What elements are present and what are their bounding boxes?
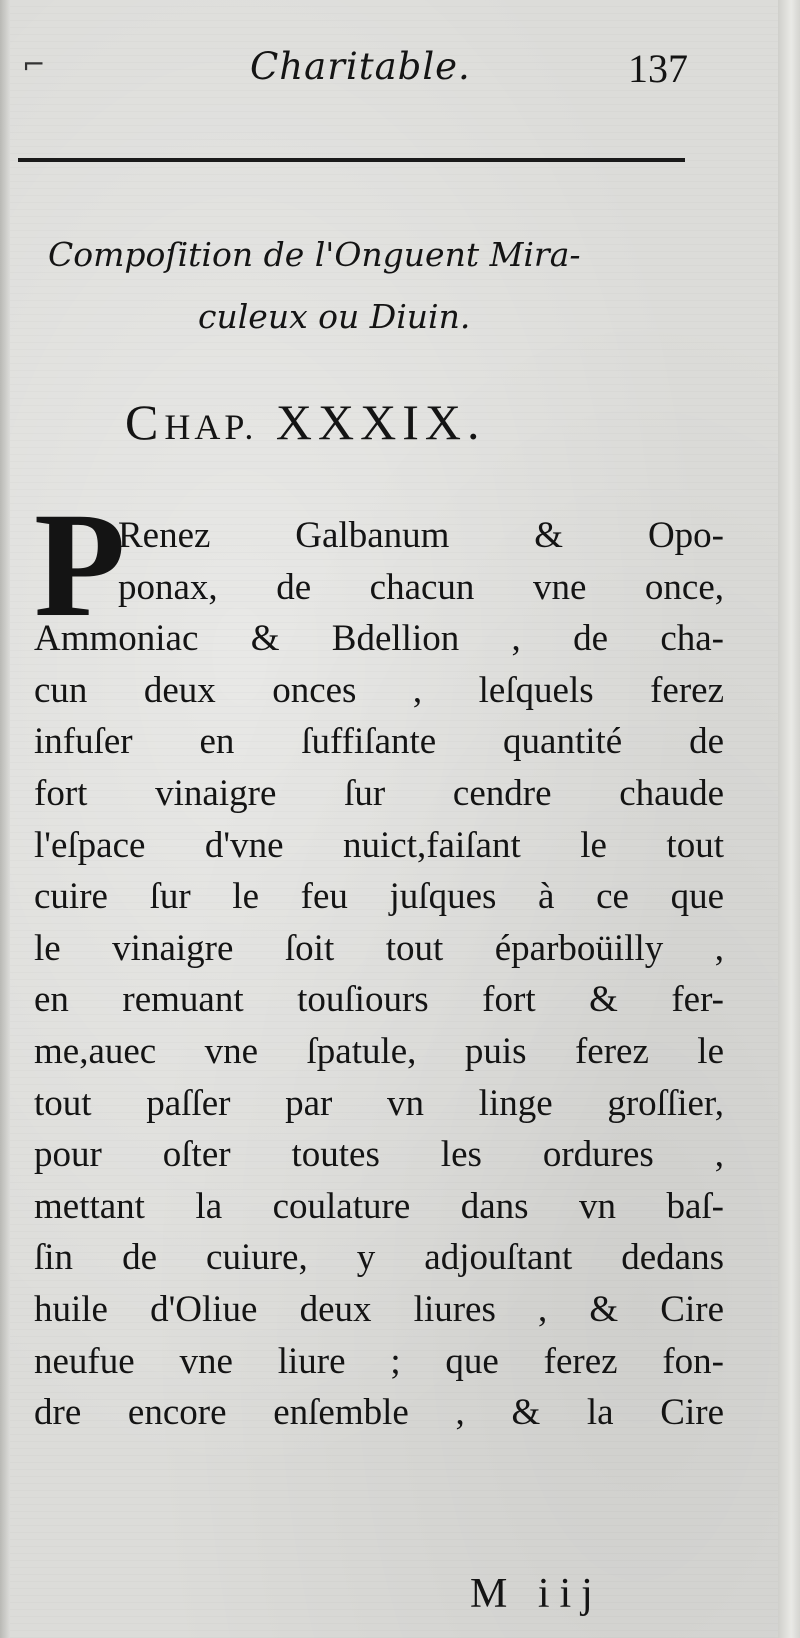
chapter-heading (125, 393, 485, 451)
chapter-prefix-rest: HAP. (164, 407, 258, 447)
running-title: Charitable. (250, 45, 471, 88)
body-line: l'eſpace d'vne nuict,faiſant le tout (34, 824, 724, 866)
body-line: dre encore enſemble , & la Cire (34, 1392, 724, 1434)
chapter-prefix-initial: C (125, 394, 165, 450)
page-number: 137 (628, 46, 688, 91)
body-line: cun deux onces , leſquels ferez (34, 669, 724, 711)
page-edge (778, 0, 800, 1638)
body-line: huile d'Oliue deux liures , & Cire (34, 1288, 724, 1330)
body-line: fort vinaigre ſur cendre chaude (34, 772, 724, 814)
body-text (34, 510, 724, 1439)
body-line: mettant la coulature dans vn baſ- (34, 1185, 724, 1227)
body-line: cuire ſur le feu juſques à ce que (34, 876, 724, 918)
body-line: ſin de cuiure, y adjouſtant dedans (34, 1237, 724, 1279)
body-line: Ammoniac & Bdellion , de cha- (34, 618, 724, 660)
body-line: en remuant touſiours fort & fer- (34, 979, 724, 1021)
corner-mark-icon: ⌐ (22, 48, 46, 81)
chapter-number: XXXIX. (275, 394, 486, 450)
header-rule (18, 158, 685, 162)
section-title-line-1: Compoſition de l'Onguent Mira- (48, 235, 581, 274)
page-gutter-shadow (0, 0, 10, 1638)
section-title-line-2: culeux ou Diuin. (198, 297, 471, 336)
body-line: pour oſter toutes les ordures , (34, 1134, 724, 1176)
signature-mark: M iij (470, 1571, 603, 1617)
body-line: infuſer en ſuffiſante quantité de (34, 721, 724, 763)
drop-cap: P (34, 482, 126, 648)
section-title (48, 224, 688, 348)
body-line: tout paſſer par vn linge groſſier, (34, 1082, 724, 1124)
body-line: Renez Galbanum & Opo- (118, 515, 724, 556)
body-line: le vinaigre ſoit tout éparboüilly , (34, 927, 724, 969)
body-line: me,auec vne ſpatule, puis ferez le (34, 1030, 724, 1072)
body-line: neufue vne liure ; que ferez fon- (34, 1340, 724, 1382)
body-line: ponax, de chacun vne once, (118, 566, 724, 608)
